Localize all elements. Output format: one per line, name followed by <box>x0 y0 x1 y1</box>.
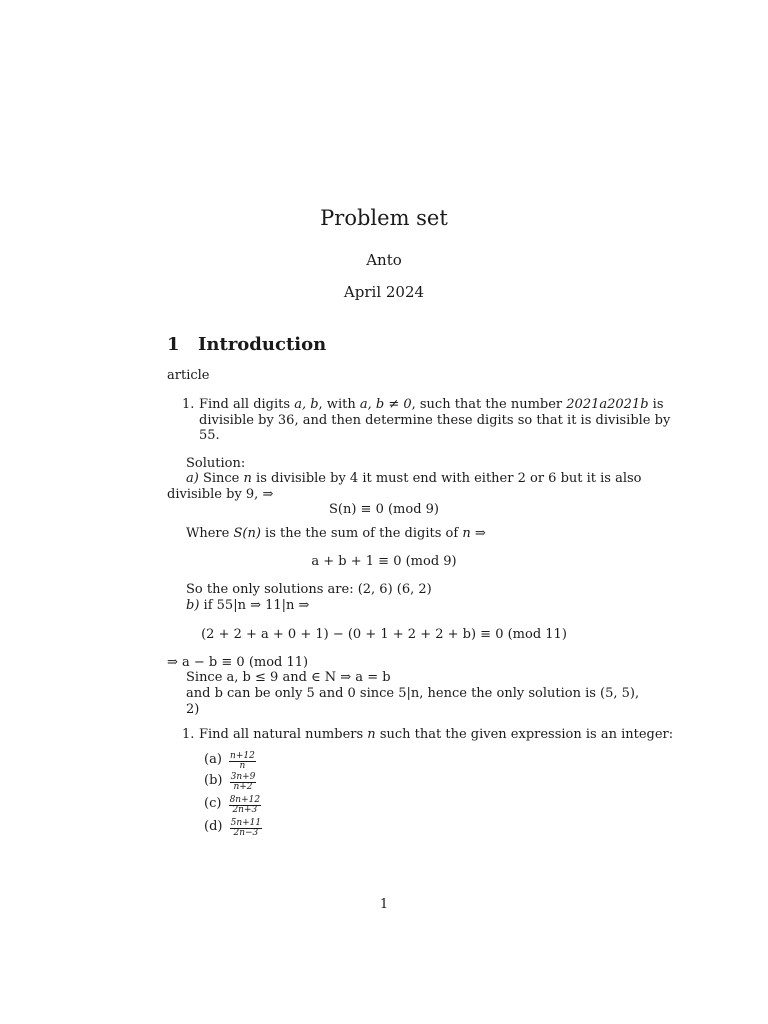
solution-b-line <box>186 598 309 614</box>
page-title: Problem set <box>320 206 448 230</box>
fraction <box>229 796 262 815</box>
problem1-text-d: is <box>652 397 664 412</box>
problem1-text-b: , with <box>318 397 356 412</box>
problem1-line2: divisible by 36, and then determine these digits so that it is divisible by <box>199 413 671 428</box>
section-number: 1 <box>167 334 180 355</box>
problem2-line <box>199 727 673 743</box>
item-label: (b) <box>204 773 223 788</box>
page-number: 1 <box>379 897 389 912</box>
section-title: Introduction <box>198 334 327 355</box>
problem2-item-a <box>204 752 256 771</box>
fraction-denominator: 2n+3 <box>232 805 258 815</box>
fraction <box>230 819 263 838</box>
problem1-math-a: a, b <box>294 397 319 412</box>
equation-1: S(n) ≡ 0 (mod 9) <box>328 502 439 517</box>
fraction-numerator: 8n+12 <box>229 795 261 805</box>
problem1-text-c: , such that the number <box>411 397 563 412</box>
and-line: and b can be only 5 and 0 since 5|n, hence the only solution is (5, 5), <box>186 686 640 701</box>
problem2-item-c <box>204 796 261 815</box>
fraction-numerator: 5n+11 <box>230 818 262 828</box>
solution-a-line1 <box>186 471 642 487</box>
problem2-item-d <box>204 819 262 838</box>
problem2-math: n <box>367 727 376 742</box>
doc-class-text: article <box>167 368 210 383</box>
problem1-number: 1. <box>182 397 195 412</box>
solution-label: Solution: <box>186 456 246 471</box>
solution-a-math1: n <box>243 471 252 486</box>
solution-a-line2: divisible by 9, ⇒ <box>167 487 274 502</box>
solution-b-text: if 55|n ⇒ 11|n ⇒ <box>203 598 310 613</box>
where-math2: n ⇒ <box>462 526 486 541</box>
section-heading <box>167 334 326 355</box>
item-label: (d) <box>204 819 223 834</box>
only-solutions-line: So the only solutions are: (2, 6) (6, 2) <box>186 582 432 597</box>
two-line: 2) <box>186 702 200 717</box>
where-text2: is the the sum of the digits of <box>265 526 459 541</box>
fraction <box>230 773 257 792</box>
solution-a-text2: is divisible by 4 it must end with either 2 or 6 but it is also <box>256 471 642 486</box>
since-line: Since a, b ≤ 9 and ∈ N ⇒ a = b <box>186 670 391 685</box>
solution-a-label: a) <box>186 471 199 486</box>
item-label: (a) <box>204 752 222 767</box>
problem2-text2: such that the given expression is an integer: <box>379 727 674 742</box>
fraction-numerator: n+12 <box>230 751 255 761</box>
fraction-denominator: 2n−3 <box>233 828 259 838</box>
fraction <box>229 752 256 771</box>
author: Anto <box>366 251 402 269</box>
problem2-text: Find all natural numbers <box>199 727 364 742</box>
where-text1: Where <box>186 526 230 541</box>
fraction-denominator: n+2 <box>233 782 253 792</box>
fraction-numerator: 3n+9 <box>230 772 256 782</box>
equation-4: ⇒ a − b ≡ 0 (mod 11) <box>167 655 309 670</box>
where-math: S(n) <box>233 526 261 541</box>
solution-b-label: b) <box>186 598 200 613</box>
problem2-item-b <box>204 773 256 792</box>
problem1-math-b: a, b ≠ 0 <box>359 397 412 412</box>
problem1-math-c: 2021a2021b <box>566 397 649 412</box>
fraction-denominator: n <box>239 761 246 771</box>
where-line <box>186 526 486 542</box>
problem1-line3: 55. <box>199 428 220 443</box>
date: April 2024 <box>343 283 425 301</box>
problem2-number: 1. <box>182 727 195 742</box>
problem1-line1 <box>199 397 664 413</box>
equation-2: a + b + 1 ≡ 0 (mod 9) <box>311 554 457 569</box>
solution-a-text1: Since <box>202 471 240 486</box>
item-label: (c) <box>204 796 222 811</box>
equation-3: (2 + 2 + a + 0 + 1) − (0 + 1 + 2 + 2 + b) ≡ 0 (mod 11) <box>201 627 567 642</box>
problem1-text-a: Find all digits <box>199 397 291 412</box>
